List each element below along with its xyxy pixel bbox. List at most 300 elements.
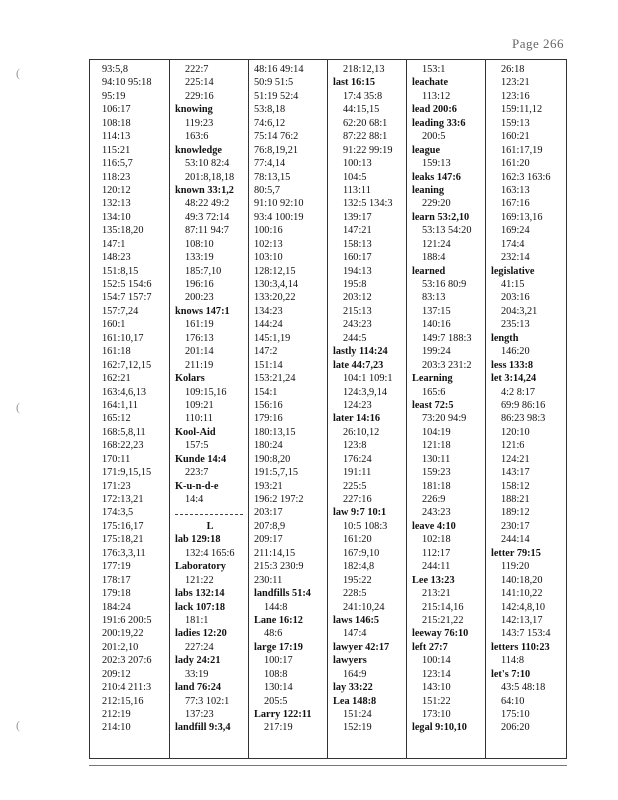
index-entry: 124:23 <box>343 399 372 411</box>
hole-punch-mark: ( <box>16 718 20 732</box>
index-entry: 146:20 <box>501 346 530 358</box>
index-entry: 14:4 <box>185 494 204 505</box>
index-entry: 100:13 <box>343 158 372 170</box>
index-entry: 118:23 <box>102 171 131 183</box>
index-entry: 86:23 98:3 <box>501 413 546 425</box>
index-entry: 139:17 <box>343 211 372 223</box>
index-entry: 175:10 <box>501 709 530 720</box>
index-entry: 142:13,17 <box>501 614 543 626</box>
index-entry: 147:21 <box>343 225 372 237</box>
index-entry: 75:14 76:2 <box>254 131 299 143</box>
index-term: last 16:15 <box>333 77 376 89</box>
column-divider <box>169 60 170 758</box>
index-entry: 154:1 <box>254 386 278 398</box>
index-entry: 194:13 <box>343 265 372 277</box>
index-entry: 148:23 <box>102 252 131 264</box>
index-entry: 116:5,7 <box>102 158 133 170</box>
index-term: Laboratory <box>175 561 226 573</box>
index-entry: 104:1 109:1 <box>343 373 393 385</box>
index-entry: 10:5 108:3 <box>343 520 388 532</box>
index-term: lack 107:18 <box>175 601 226 613</box>
index-term: ladies 12:20 <box>175 628 227 640</box>
index-entry: 152:19 <box>343 722 372 734</box>
column-divider <box>485 60 486 758</box>
index-entry: 174:4 <box>501 238 525 250</box>
index-entry: 215:21,22 <box>422 614 464 626</box>
index-entry: 121:18 <box>422 440 451 452</box>
index-entry: 214:10 <box>102 722 131 734</box>
index-entry: 151:24 <box>343 709 372 720</box>
index-entry: 26:18 <box>501 64 525 75</box>
index-entry: 171:9,15,15 <box>102 467 152 479</box>
index-term: Kool-Aid <box>175 426 216 438</box>
index-entry: 157:5 <box>185 440 209 452</box>
index-term: leachate <box>412 77 449 89</box>
index-entry: 161:10,17 <box>102 332 144 344</box>
index-term: K-u-n-d-e <box>175 480 219 492</box>
index-entry: 223:7 <box>185 467 209 479</box>
index-entry: 108:8 <box>264 668 288 680</box>
index-term: let 3:14,24 <box>491 373 537 385</box>
index-entry: 168:22,23 <box>102 440 144 452</box>
index-entry: 181:18 <box>422 480 451 492</box>
index-term: Kolars <box>175 373 205 385</box>
index-entry: 217:19 <box>264 722 293 734</box>
index-entry: 211:19 <box>185 359 214 371</box>
index-entry: 124:21 <box>501 453 530 465</box>
index-entry: 147:4 <box>343 628 367 640</box>
index-term: landfill 9:3,4 <box>175 722 231 734</box>
index-entry: 160:1 <box>102 319 126 331</box>
index-entry: 204:3,21 <box>501 305 538 317</box>
index-entry: 102:13 <box>254 238 283 250</box>
index-entry: 132:4 165:6 <box>185 547 235 559</box>
index-entry: 53:13 54:20 <box>422 225 472 237</box>
index-entry: 185:7,10 <box>185 265 222 277</box>
index-entry: 165:12 <box>102 413 131 425</box>
index-entry: 69:9 86:16 <box>501 399 546 411</box>
index-term: law 9:7 10:1 <box>333 507 387 519</box>
index-entry: 172:13,21 <box>102 494 144 505</box>
index-entry: 132:13 <box>102 198 131 210</box>
index-entry: 77:4,14 <box>254 158 286 170</box>
index-column-4 <box>333 63 392 735</box>
index-term: leaning <box>412 184 445 196</box>
index-entry: 26:10,12 <box>343 426 380 438</box>
index-entry: 153:21,24 <box>254 373 296 385</box>
index-entry: 147:2 <box>254 346 278 358</box>
hole-punch-mark: ( <box>16 66 20 80</box>
index-entry: 160:21 <box>501 131 530 143</box>
index-entry: 225:5 <box>343 480 367 492</box>
index-column-3 <box>254 63 311 735</box>
index-term: legal 9:10,10 <box>412 722 467 734</box>
index-entry: 180:13,15 <box>254 426 296 438</box>
index-entry: 147:1 <box>102 238 126 250</box>
index-entry: 53:10 82:4 <box>185 158 230 170</box>
index-entry: 212:15,16 <box>102 695 144 707</box>
index-entry: 235:13 <box>501 319 530 331</box>
index-entry: 188:21 <box>501 494 530 505</box>
index-entry: 167:16 <box>501 198 530 210</box>
index-entry: 121:6 <box>501 440 525 452</box>
index-entry: 91:10 92:10 <box>254 198 304 210</box>
index-entry: 123:14 <box>422 668 451 680</box>
index-entry: 78:13,15 <box>254 171 291 183</box>
section-letter-heading: L <box>206 520 214 532</box>
index-entry: 94:10 95:18 <box>102 77 152 89</box>
index-entry: 143:17 <box>501 467 530 479</box>
index-entry: 169:13,16 <box>501 211 543 223</box>
index-entry: 4:2 8:17 <box>501 386 536 398</box>
index-entry: 229:16 <box>185 90 214 102</box>
index-term: knowing <box>175 104 213 116</box>
index-term: labs 132:14 <box>175 588 225 600</box>
index-entry: 200:23 <box>185 292 214 304</box>
index-term: Lea 148:8 <box>333 695 377 707</box>
index-entry: 201:8,18,18 <box>185 171 235 183</box>
index-term: large 17:19 <box>254 641 303 653</box>
index-entry: 163:6 <box>185 131 209 143</box>
index-entry: 243:23 <box>422 507 451 519</box>
index-entry: 124:3,9,14 <box>343 386 388 398</box>
index-term: length <box>491 332 519 344</box>
index-entry: 141:10,22 <box>501 588 543 600</box>
index-entry: 137:23 <box>185 709 214 720</box>
index-entry: 108:18 <box>102 117 131 129</box>
index-entry: 104:19 <box>422 426 451 438</box>
index-entry: 191:5,7,15 <box>254 467 299 479</box>
index-entry: 95:19 <box>102 90 126 102</box>
index-entry: 133:20,22 <box>254 292 296 304</box>
index-term: Kunde 14:4 <box>175 453 227 465</box>
index-entry: 128:12,15 <box>254 265 296 277</box>
index-entry: 43:5 48:18 <box>501 682 546 694</box>
index-entry: 215:13 <box>343 305 372 317</box>
index-entry: 44:15,15 <box>343 104 380 116</box>
index-entry: 190:8,20 <box>254 453 291 465</box>
index-entry: 158:12 <box>501 480 530 492</box>
index-entry: 153:1 <box>422 64 446 75</box>
index-entry: 93:4 100:19 <box>254 211 304 223</box>
index-entry: 115:21 <box>102 144 131 156</box>
index-entry: 180:24 <box>254 440 283 452</box>
index-entry: 161:18 <box>102 346 131 358</box>
index-entry: 227:16 <box>343 494 372 505</box>
index-entry: 77:3 102:1 <box>185 695 230 707</box>
index-entry: 109:21 <box>185 399 214 411</box>
index-entry: 179:18 <box>102 588 131 600</box>
index-entry: 179:16 <box>254 413 283 425</box>
index-entry: 74:6,12 <box>254 117 286 129</box>
index-term: letters 110:23 <box>491 641 550 653</box>
column-divider <box>327 60 328 758</box>
index-entry: 244:14 <box>501 534 530 546</box>
index-entry: 130:14 <box>264 682 293 694</box>
index-entry: 188:4 <box>422 252 446 264</box>
index-entry: 100:16 <box>254 225 283 237</box>
index-entry: 162:21 <box>102 373 131 385</box>
index-entry: 53:16 80:9 <box>422 279 467 290</box>
index-entry: 83:13 <box>422 292 446 304</box>
index-column-5 <box>412 63 471 735</box>
index-entry: 51:19 52:4 <box>254 90 299 102</box>
index-entry: 64:10 <box>501 695 525 707</box>
index-entry: 191:6 200:5 <box>102 614 152 626</box>
index-entry: 243:23 <box>343 319 372 331</box>
index-term: lady 24:21 <box>175 655 221 667</box>
index-entry: 176:3,3,11 <box>102 547 146 559</box>
index-entry: 241:10,24 <box>343 601 385 613</box>
index-term: least 72:5 <box>412 399 454 411</box>
index-entry: 91:22 99:19 <box>343 144 393 156</box>
section-separator <box>175 506 245 519</box>
index-entry: 48:22 49:2 <box>185 198 230 210</box>
index-entry: 76:8,19,21 <box>254 144 299 156</box>
index-term: late 44:7,23 <box>333 359 384 371</box>
index-entry: 225:14 <box>185 77 214 89</box>
index-entry: 151:22 <box>422 695 451 707</box>
index-entry: 53:8,18 <box>254 104 286 116</box>
index-term: lawyers <box>333 655 367 667</box>
index-entry: 215:14,16 <box>422 601 464 613</box>
index-entry: 134:10 <box>102 211 131 223</box>
index-entry: 181:1 <box>185 614 209 626</box>
index-entry: 191:11 <box>343 467 372 479</box>
index-entry: 159:23 <box>422 467 451 479</box>
index-entry: 205:5 <box>264 695 288 707</box>
index-entry: 123:21 <box>501 77 530 89</box>
index-entry: 151:14 <box>254 359 283 371</box>
index-entry: 206:20 <box>501 722 530 734</box>
index-entry: 174:3,5 <box>102 507 134 519</box>
index-entry: 132:5 134:3 <box>343 198 393 210</box>
index-entry: 87:22 88:1 <box>343 131 388 143</box>
index-term: leave 4:10 <box>412 520 456 532</box>
index-term: lay 33:22 <box>333 682 373 694</box>
index-entry: 103:10 <box>254 252 283 264</box>
index-entry: 177:19 <box>102 561 131 573</box>
index-entry: 130:3,4,14 <box>254 279 299 290</box>
index-term: lab 129:18 <box>175 534 221 546</box>
index-entry: 123:8 <box>343 440 367 452</box>
index-entry: 196:16 <box>185 279 214 290</box>
index-term: lastly 114:24 <box>333 346 388 358</box>
index-entry: 215:3 230:9 <box>254 561 304 573</box>
index-entry: 202:3 207:6 <box>102 655 152 667</box>
index-entry: 163:4,6,13 <box>102 386 147 398</box>
index-entry: 211:14,15 <box>254 547 296 559</box>
index-term: less 133:8 <box>491 359 534 371</box>
index-term: later 14:16 <box>333 413 380 425</box>
index-entry: 165:6 <box>422 386 446 398</box>
index-entry: 120:10 <box>501 426 530 438</box>
index-entry: 227:24 <box>185 641 214 653</box>
index-entry: 49:3 72:14 <box>185 211 230 223</box>
index-entry: 167:9,10 <box>343 547 380 559</box>
index-entry: 209:12 <box>102 668 131 680</box>
index-entry: 184:24 <box>102 601 131 613</box>
index-entry: 123:16 <box>501 90 530 102</box>
index-entry: 161:20 <box>343 534 372 546</box>
index-entry: 119:20 <box>501 561 530 573</box>
index-term: left 27:7 <box>412 641 448 653</box>
index-entry: 87:11 94:7 <box>185 225 229 237</box>
index-entry: 140:18,20 <box>501 574 543 586</box>
word-index-table <box>89 59 567 759</box>
index-entry: 100:17 <box>264 655 293 667</box>
index-entry: 113:11 <box>343 184 371 196</box>
index-entry: 162:7,12,15 <box>102 359 152 371</box>
index-entry: 222:7 <box>185 64 209 75</box>
index-entry: 151:8,15 <box>102 265 139 277</box>
index-entry: 149:7 188:3 <box>422 332 472 344</box>
index-entry: 133:19 <box>185 252 214 264</box>
index-entry: 159:13 <box>422 158 451 170</box>
index-entry: 168:5,8,11 <box>102 426 146 438</box>
index-term: Learning <box>412 373 453 385</box>
index-entry: 203:17 <box>254 507 283 519</box>
index-entry: 144:8 <box>264 601 288 613</box>
index-entry: 119:23 <box>185 117 214 129</box>
index-term: legislative <box>491 265 535 277</box>
index-term: knowledge <box>175 144 222 156</box>
footer-rule <box>89 765 567 766</box>
index-entry: 159:11,12 <box>501 104 543 116</box>
index-entry: 161:17,19 <box>501 144 543 156</box>
index-column-6 <box>491 63 550 735</box>
index-entry: 163:13 <box>501 184 530 196</box>
index-entry: 161:19 <box>185 319 214 331</box>
index-entry: 80:5,7 <box>254 184 281 196</box>
column-divider <box>406 60 407 758</box>
column-divider <box>248 60 249 758</box>
index-entry: 62:20 68:1 <box>343 117 388 129</box>
index-entry: 230:17 <box>501 520 530 532</box>
index-entry: 114:8 <box>501 655 525 667</box>
index-entry: 108:10 <box>185 238 214 250</box>
index-entry: 121:24 <box>422 238 451 250</box>
index-entry: 195:22 <box>343 574 372 586</box>
index-entry: 114:13 <box>102 131 131 143</box>
index-term: learn 53:2,10 <box>412 211 470 223</box>
index-entry: 160:17 <box>343 252 372 264</box>
index-entry: 93:5,8 <box>102 64 129 75</box>
index-entry: 143:7 153:4 <box>501 628 551 640</box>
index-entry: 48:6 <box>264 628 283 640</box>
index-entry: 195:8 <box>343 279 367 290</box>
index-entry: 157:7,24 <box>102 305 139 317</box>
index-term: lead 200:6 <box>412 104 457 116</box>
index-entry: 41:15 <box>501 279 525 290</box>
index-entry: 121:22 <box>185 574 214 586</box>
index-entry: 201:14 <box>185 346 214 358</box>
hole-punch-mark: ( <box>16 400 20 414</box>
index-entry: 228:5 <box>343 588 367 600</box>
index-entry: 109:15,16 <box>185 386 227 398</box>
index-entry: 113:12 <box>422 90 451 102</box>
index-entry: 164:1,11 <box>102 399 138 411</box>
index-entry: 135:18,20 <box>102 225 144 237</box>
index-entry: 162:3 163:6 <box>501 171 551 183</box>
index-term: let's 7:10 <box>491 668 531 680</box>
index-term: league <box>412 144 441 156</box>
index-entry: 140:16 <box>422 319 451 331</box>
index-entry: 193:21 <box>254 480 283 492</box>
index-entry: 199:24 <box>422 346 451 358</box>
index-entry: 175:16,17 <box>102 520 144 532</box>
index-entry: 143:10 <box>422 682 451 694</box>
index-term: leading 33:6 <box>412 117 466 129</box>
index-entry: 213:21 <box>422 588 451 600</box>
index-entry: 120:12 <box>102 184 131 196</box>
index-entry: 212:19 <box>102 709 131 720</box>
index-entry: 112:17 <box>422 547 451 559</box>
index-entry: 178:17 <box>102 574 131 586</box>
index-entry: 33:19 <box>185 668 209 680</box>
index-entry: 218:12,13 <box>343 64 385 75</box>
index-entry: 161:20 <box>501 158 530 170</box>
index-entry: 229:20 <box>422 198 451 210</box>
index-entry: 104:5 <box>343 171 367 183</box>
index-entry: 210:4 211:3 <box>102 682 152 694</box>
index-entry: 158:13 <box>343 238 372 250</box>
index-entry: 102:18 <box>422 534 451 546</box>
index-entry: 207:8,9 <box>254 520 286 532</box>
index-term: learned <box>412 265 446 277</box>
index-entry: 176:24 <box>343 453 372 465</box>
index-entry: 50:9 51:5 <box>254 77 294 89</box>
index-entry: 48:16 49:14 <box>254 64 304 75</box>
index-entry: 189:12 <box>501 507 530 519</box>
index-entry: 209:17 <box>254 534 283 546</box>
index-entry: 176:13 <box>185 332 214 344</box>
index-entry: 106:17 <box>102 104 131 116</box>
index-entry: 226:9 <box>422 494 446 505</box>
index-entry: 110:11 <box>185 413 213 425</box>
index-term: knows 147:1 <box>175 305 230 317</box>
index-entry: 144:24 <box>254 319 283 331</box>
index-entry: 152:5 154:6 <box>102 279 152 290</box>
index-entry: 100:14 <box>422 655 451 667</box>
index-term: known 33:1,2 <box>175 184 234 196</box>
index-entry: 203:12 <box>343 292 372 304</box>
index-entry: 200:5 <box>422 131 446 143</box>
index-term: laws 146:5 <box>333 614 380 626</box>
index-entry: 137:15 <box>422 305 451 317</box>
index-term: Larry 122:11 <box>254 709 312 720</box>
index-term: Lee 13:23 <box>412 574 455 586</box>
index-entry: 171:23 <box>102 480 131 492</box>
index-entry: 182:4,8 <box>343 561 375 573</box>
index-term: lawyer 42:17 <box>333 641 390 653</box>
index-entry: 230:11 <box>254 574 283 586</box>
index-term: leeway 76:10 <box>412 628 469 640</box>
page-number: Page 266 <box>511 36 564 51</box>
index-entry: 154:7 157:7 <box>102 292 152 304</box>
index-entry: 164:9 <box>343 668 367 680</box>
index-column-1 <box>102 63 151 735</box>
index-entry: 232:14 <box>501 252 530 264</box>
index-entry: 156:16 <box>254 399 283 411</box>
index-term: land 76:24 <box>175 682 222 694</box>
index-entry: 244:5 <box>343 332 367 344</box>
index-entry: 201:2,10 <box>102 641 139 653</box>
index-entry: 244:11 <box>422 561 451 573</box>
index-entry: 73:20 94:9 <box>422 413 467 425</box>
index-entry: 142:4,8,10 <box>501 601 546 613</box>
index-term: leaks 147:6 <box>412 171 461 183</box>
